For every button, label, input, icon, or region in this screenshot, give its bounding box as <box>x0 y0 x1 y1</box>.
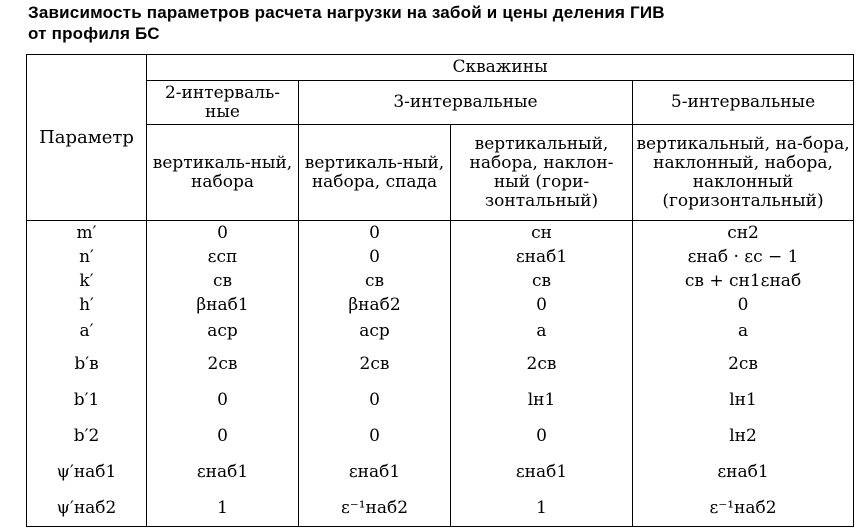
param-header: Параметр <box>27 55 147 221</box>
value-3int-vertical-5: aср <box>359 321 390 341</box>
value-3int-vertical-7: 0 <box>369 390 380 410</box>
value-3int-vertical-4: βнаб2 <box>348 295 401 315</box>
value-2int-5: aср <box>207 321 238 341</box>
value-3int-inclined-4: 0 <box>536 295 547 315</box>
value-3int-inclined-8: 0 <box>536 426 547 446</box>
value-2int-2: εсп <box>207 247 238 267</box>
value-3int-inclined-2: εнаб1 <box>515 247 568 267</box>
param-2: n′ <box>79 247 94 267</box>
title-line-1: Зависимость параметров расчета нагрузки на забой и цены деления ГИВ <box>28 3 665 22</box>
group-5-interval: 5-интервальные <box>633 81 854 125</box>
param-9: ψ′наб1 <box>56 462 117 482</box>
param-8: b′2 <box>73 426 100 446</box>
param-1: m′ <box>76 223 97 243</box>
value-3int-vertical-6: 2cв <box>359 354 390 374</box>
param-4: h′ <box>79 295 94 315</box>
param-3: k′ <box>79 271 94 291</box>
group-2-interval: 2-интерваль-ные <box>147 81 299 125</box>
value-5int-8: lн2 <box>729 426 757 446</box>
param-list <box>27 221 147 527</box>
profile-3int-vertical: вертикаль-ный, набора, спада <box>299 125 451 221</box>
value-5int-2: εнаб · εс − 1 <box>687 247 799 267</box>
values-3int-vertical <box>299 221 451 527</box>
value-5int-10: ε⁻¹наб2 <box>709 498 777 518</box>
value-5int-5: a <box>737 321 749 341</box>
value-5int-4: 0 <box>737 295 749 315</box>
values-3int-inclined <box>451 221 633 527</box>
param-7: b′1 <box>73 390 100 410</box>
value-2int-8: 0 <box>217 426 228 446</box>
wells-header: Скважины <box>147 55 854 81</box>
value-5int-3: cв + cн1εнаб <box>684 271 802 291</box>
value-3int-inclined-5: a <box>536 321 547 341</box>
value-2int-1: 0 <box>217 223 228 243</box>
value-3int-vertical-2: 0 <box>369 247 380 267</box>
value-3int-inclined-3: cв <box>531 271 552 291</box>
param-10: ψ′наб2 <box>56 498 117 518</box>
value-3int-inclined-1: cн <box>531 223 552 243</box>
value-5int-6: 2cв <box>728 354 758 374</box>
value-5int-7: lн1 <box>729 390 757 410</box>
values-5int <box>633 221 854 527</box>
value-5int-9: εнаб1 <box>717 462 769 482</box>
value-3int-inclined-7: lн1 <box>527 390 556 410</box>
profile-3int-inclined: вертикальный, набора, наклон-ный (гори-зонтальный) <box>451 125 633 221</box>
value-3int-inclined-9: εнаб1 <box>515 462 568 482</box>
profile-5int: вертикальный, на-бора, наклонный, набора, наклонный (горизонтальный) <box>633 125 854 221</box>
group-3-interval: 3-интервальные <box>299 81 633 125</box>
value-3int-vertical-10: ε⁻¹наб2 <box>340 498 409 518</box>
value-3int-vertical-1: 0 <box>369 223 380 243</box>
value-2int-3: cв <box>212 271 233 291</box>
value-2int-6: 2cв <box>207 354 238 374</box>
value-3int-vertical-9: εнаб1 <box>348 462 401 482</box>
value-3int-vertical-8: 0 <box>369 426 380 446</box>
values-2int <box>147 221 299 527</box>
value-5int-1: cн2 <box>727 223 759 243</box>
value-2int-9: εнаб1 <box>196 462 249 482</box>
page-title <box>28 2 665 44</box>
value-2int-10: 1 <box>217 498 228 518</box>
value-2int-4: βнаб1 <box>196 295 249 315</box>
title-line-2: от профиля БС <box>28 24 160 43</box>
value-3int-inclined-10: 1 <box>536 498 547 518</box>
profile-2int: вертикаль-ный, набора <box>147 125 299 221</box>
parameters-table <box>26 54 854 527</box>
value-2int-7: 0 <box>217 390 228 410</box>
param-5: a′ <box>79 321 94 341</box>
value-3int-inclined-6: 2cв <box>526 354 557 374</box>
param-6: b′в <box>74 354 99 374</box>
value-3int-vertical-3: cв <box>364 271 385 291</box>
